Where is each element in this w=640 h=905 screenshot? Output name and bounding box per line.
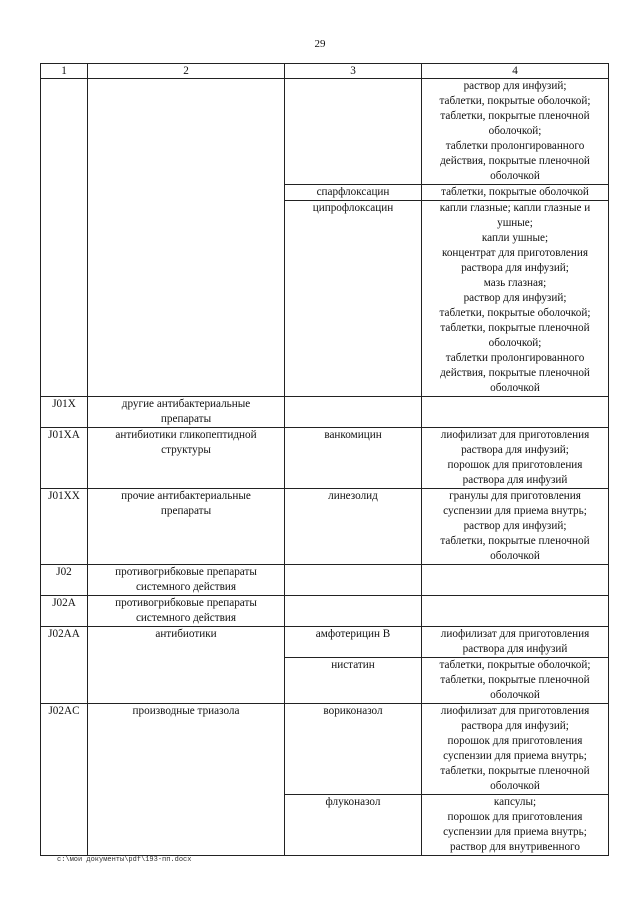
dosage-form-line: капли глазные; капли глазные и <box>439 202 591 214</box>
drug-name-cell: спарфлоксацин <box>285 185 422 201</box>
dosage-form-line: таблетки, покрытые оболочкой; <box>439 307 591 319</box>
dosage-form-line: оболочкой <box>490 689 540 701</box>
dosage-form-line: лиофилизат для приготовления <box>440 628 590 640</box>
dosage-form-line: таблетки, покрытые оболочкой; <box>439 95 591 107</box>
group-text-line: противогрибковые препараты <box>115 597 257 609</box>
dosage-form-line: концентрат для приготовления <box>441 247 589 259</box>
atc-group-cell <box>88 596 285 627</box>
dosage-form-line: оболочкой; <box>488 125 542 137</box>
dosage-form-line: оболочкой <box>490 170 540 182</box>
dosage-forms-cell <box>422 489 609 565</box>
dosage-form-line: раствора для инфузий; <box>461 262 569 274</box>
dosage-forms-cell <box>422 397 609 428</box>
group-text-line: антибиотики гликопептидной <box>115 429 257 441</box>
drug-name-cell: вориконазол <box>285 704 422 795</box>
dosage-forms-cell <box>422 658 609 704</box>
drug-name-cell: линезолид <box>285 489 422 565</box>
dosage-form-line: суспензии для приема внутрь; <box>443 826 587 838</box>
atc-code-cell: J01X <box>41 397 88 428</box>
drug-name-cell <box>285 565 422 596</box>
atc-group-cell <box>88 428 285 489</box>
group-text-line: противогрибковые препараты <box>115 566 257 578</box>
dosage-form-line: лиофилизат для приготовления <box>440 705 590 717</box>
table-row <box>41 428 609 489</box>
drug-name-cell: нистатин <box>285 658 422 704</box>
dosage-form-line: таблетки, покрытые оболочкой; <box>439 659 591 671</box>
group-text-line: препараты <box>160 413 212 425</box>
column-header: 4 <box>422 64 609 79</box>
dosage-forms-cell <box>422 627 609 658</box>
atc-group-cell: антибиотики <box>88 627 285 704</box>
table-row <box>41 596 609 627</box>
dosage-form-line: оболочкой <box>490 382 540 394</box>
dosage-form-line: суспензии для приема внутрь; <box>443 505 587 517</box>
dosage-form-line: таблетки пролонгированного <box>445 140 585 152</box>
atc-code-cell: J02A <box>41 596 88 627</box>
column-header: 2 <box>88 64 285 79</box>
dosage-form-line: действия, покрытые пленочной <box>440 155 590 167</box>
dosage-form-line: раствор для внутривенного <box>450 841 580 853</box>
dosage-forms-cell <box>422 79 609 185</box>
dosage-forms-cell <box>422 704 609 795</box>
atc-group-cell <box>88 489 285 565</box>
table-row <box>41 704 609 795</box>
dosage-form-line: раствора для инфузий <box>462 643 568 655</box>
column-header: 1 <box>41 64 88 79</box>
atc-code-cell: J02AA <box>41 627 88 704</box>
dosage-form-line: порошок для приготовления <box>447 735 583 747</box>
dosage-form-line: оболочкой <box>490 780 540 792</box>
dosage-form-line: капсулы; <box>493 796 537 808</box>
drug-name-cell <box>285 397 422 428</box>
table-row <box>41 627 609 658</box>
table-row <box>41 79 609 185</box>
dosage-form-line: таблетки, покрытые пленочной <box>440 765 590 777</box>
atc-code-cell: J01XA <box>41 428 88 489</box>
dosage-form-line: гранулы для приготовления <box>449 490 581 502</box>
group-text-line: другие антибактериальные <box>121 398 251 410</box>
file-path-footer: c:\мои документы\pdf\193-пп.docx <box>57 856 192 864</box>
page-number: 29 <box>314 38 326 50</box>
dosage-form-line: раствор для инфузий; <box>463 520 567 532</box>
dosage-form-line: таблетки пролонгированного <box>445 352 585 364</box>
column-header: 3 <box>285 64 422 79</box>
group-text-line: структуры <box>161 444 211 456</box>
group-text-line: системного действия <box>135 612 237 624</box>
atc-code-cell <box>41 79 88 397</box>
group-text-line: прочие антибактериальные <box>121 490 251 502</box>
atc-group-cell <box>88 79 285 397</box>
dosage-forms-cell <box>422 185 609 201</box>
drug-table <box>40 63 609 856</box>
dosage-form-line: действия, покрытые пленочной <box>440 367 590 379</box>
dosage-form-line: раствора для инфузий; <box>461 720 569 732</box>
atc-code-cell: J02AC <box>41 704 88 856</box>
dosage-form-line: мазь глазная; <box>483 277 547 289</box>
atc-group-cell: производные триазола <box>88 704 285 856</box>
dosage-form-line: раствора для инфузий <box>462 474 568 486</box>
dosage-form-line: раствор для инфузий; <box>463 292 567 304</box>
dosage-form-line: таблетки, покрытые пленочной <box>440 110 590 122</box>
dosage-form-line: таблетки, покрытые пленочной <box>440 674 590 686</box>
dosage-forms-cell <box>422 795 609 856</box>
drug-name-cell: флуконазол <box>285 795 422 856</box>
atc-code-cell: J01XX <box>41 489 88 565</box>
dosage-form-line: порошок для приготовления <box>447 459 583 471</box>
dosage-form-line: таблетки, покрытые оболочкой <box>441 186 589 198</box>
group-text-line: системного действия <box>135 581 237 593</box>
dosage-forms-cell <box>422 201 609 397</box>
dosage-form-line: раствора для инфузий; <box>461 444 569 456</box>
dosage-form-line: ушные; <box>497 217 533 229</box>
atc-group-cell <box>88 397 285 428</box>
atc-group-cell <box>88 565 285 596</box>
drug-name-cell <box>285 596 422 627</box>
dosage-form-line: суспензии для приема внутрь; <box>443 750 587 762</box>
dosage-form-line: оболочкой <box>490 550 540 562</box>
dosage-form-line: оболочкой; <box>488 337 542 349</box>
table-row <box>41 397 609 428</box>
table-header-row <box>41 64 609 79</box>
dosage-form-line: порошок для приготовления <box>447 811 583 823</box>
table-row <box>41 489 609 565</box>
drug-name-cell <box>285 79 422 185</box>
dosage-form-line: таблетки, покрытые пленочной <box>440 535 590 547</box>
dosage-form-line: таблетки, покрытые пленочной <box>440 322 590 334</box>
table-row <box>41 565 609 596</box>
table-body <box>41 79 609 856</box>
dosage-forms-cell <box>422 428 609 489</box>
drug-name-cell: амфотерицин В <box>285 627 422 658</box>
dosage-forms-cell <box>422 565 609 596</box>
group-text-line: препараты <box>160 505 212 517</box>
drug-name-cell: ванкомицин <box>285 428 422 489</box>
dosage-forms-cell <box>422 596 609 627</box>
dosage-form-line: лиофилизат для приготовления <box>440 429 590 441</box>
dosage-form-line: раствор для инфузий; <box>463 80 567 92</box>
drug-name-cell: ципрофлоксацин <box>285 201 422 397</box>
atc-code-cell: J02 <box>41 565 88 596</box>
dosage-form-line: капли ушные; <box>481 232 549 244</box>
